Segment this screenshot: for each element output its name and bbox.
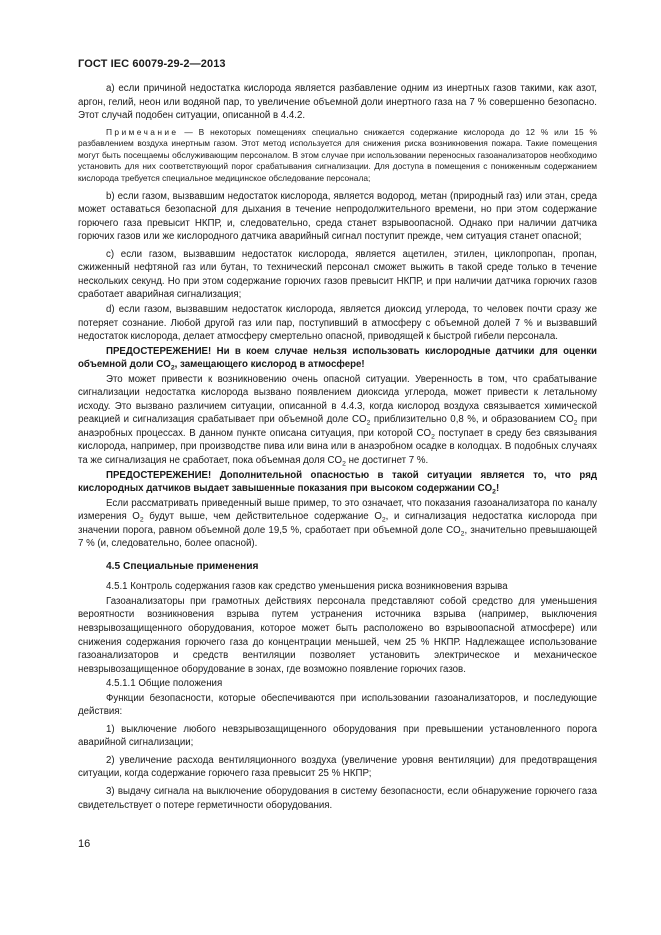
text-run: , значительно превышающей 7 % (и, следовательно, более опасной).	[78, 524, 597, 550]
example-paragraph	[78, 497, 597, 551]
text-run: Если рассматривать приведенный выше пример, то это означает, что показания газоанализатора по каналу измерения O	[78, 497, 597, 523]
text-run: при анаэробных процессах. В данном пункте описана ситуация, при которой CO	[78, 414, 597, 439]
list-item-1: 1) выключение любого невзрывозащищенного оборудования при превышении установленного порога аварийной сигнализации;	[78, 723, 597, 749]
item-c: c) если газом, вызвавшим недостаток кислорода, является ацетилен, этилен, циклопропан, пропан, сжиженный нефтяной газ или бутан, то технический персонал сможет выжить в такой среде только в течение нескольких секунд. Но при этом содержание горючих газов превысит НКПР, и при наличии датчика горючих газов сработает аварийная сигнализация;	[78, 248, 597, 301]
subsubsection-title: 4.5.1.1 Общие положения	[106, 678, 223, 690]
list-item-2: 2) увеличение расхода вентиляционного воздуха (увеличение уровня вентиляции) для предотвращения ситуации, когда содержание горючего газа превысит 25 % НКПР;	[78, 754, 597, 780]
warning-2-text: ПРЕДОСТЕРЕЖЕНИЕ! Дополнительной опасностью в такой ситуации является то, что ряд кислородных датчиков выдает завышенные показания при высоком содержании CO	[78, 469, 597, 495]
subscript: 2	[342, 460, 346, 468]
item-d: d) если газом, вызвавшим недостаток кислорода, является диоксид углерода, то человек почти сразу же потеряет сознание. Любой другой газ или пар, поступивший в атмосферу с объемной долей 7 % и вызвавший недостаток кислорода, делает атмосферу смертельно опасной, приводящей к быстрой гибели персонала.	[78, 303, 597, 343]
warning-1-text: ПРЕДОСТЕРЕЖЕНИЕ! Ни в коем случае нельзя использовать кислородные датчики для оценки объемной доли CO	[78, 345, 597, 371]
subscript: 2	[431, 433, 435, 441]
warning-1-tail: , замещающего кислород в атмосфере!	[174, 359, 365, 371]
subsubsection-text: Функции безопасности, которые обеспечиваются при использовании газоанализаторов, и последующие действия:	[78, 692, 597, 718]
subscript: 2	[139, 516, 144, 524]
warning-1	[78, 345, 597, 372]
note-paragraph	[78, 127, 597, 185]
list-item-3: 3) выдачу сигнала на выключение оборудования в систему безопасности, если обнаружение горючего газа свидетельствует о потере герметичности оборудования.	[78, 786, 597, 811]
text-run: , и сигнализация недостатка кислорода при значении порога, равном объемной доле 19,5 %, сработает при объемной доле CO	[78, 511, 597, 536]
text-run: Это может привести к возникновению очень опасной ситуации. Уверенность в том, что срабатывание сигнализации недостатка кислорода вызвано появлением диоксида углерода, может привести к летальному исходу. Это вызвано различием ситуации, описанной в 4.4.3, когда кислород воздуха связывается химической реакцией и сигнализация срабатывает при объемной доле CO	[78, 373, 597, 426]
item-a: а) если причиной недостатка кислорода является разбавление одним из инертных газов такими, как азот, аргон, гелий, неон или водяной пар, то увеличение объемной доли инертного газа на 7 % совершенно безопасно. Этот случай подобен ситуации, описанной в 4.4.2.	[78, 83, 597, 122]
page-number: 16	[78, 838, 91, 850]
subscript: 2	[460, 530, 465, 538]
subscript: 2	[381, 516, 386, 524]
note-text: — В некоторых помещениях специально снижается содержание кислорода до 12 % или 15 % разбавлением воздуха инертным газом. Этот метод используется для снижения риска возникновения пожара. Такие помещения могут быть посещаемы обслуживающим персоналом. В этом случае при использовании переносных газоанализаторов необходимо установить для них соответствующий порог срабатывания сигнализации. Для доступа в помещения с пониженным содержанием кислорода требуется специальное медицинское обследование персонала;	[78, 126, 597, 184]
explanation-paragraph	[78, 373, 597, 468]
section-heading: 4.5 Специальные применения	[106, 560, 259, 572]
warning-2	[78, 469, 597, 496]
page-content	[78, 82, 597, 816]
item-b: b) если газом, вызвавшим недостаток кислорода, является водород, метан (природный газ) или этан, среда может оставаться безопасной для дыхания в течение непродолжительного времени, но при этом содержание горючего газа превысит НКПР, и, следовательно, среда станет взрывоопасной. Однако при наличии датчика горючих газов или же кислородного датчика аварийный сигнал поступит прежде, чем ситуация станет опасной;	[78, 190, 597, 243]
text-run: не достигнет 7 %.	[345, 455, 429, 466]
text-run: будут выше, чем действительное содержание O	[143, 511, 382, 523]
subscript: 2	[170, 364, 175, 372]
warning-2-tail: !	[495, 483, 500, 495]
subscript: 2	[573, 419, 578, 427]
subscript: 2	[366, 419, 371, 427]
text-run: приблизительно 0,8 %, и образованием CO	[370, 414, 574, 426]
subscript: 2	[492, 488, 496, 496]
subsection-text: Газоанализаторы при грамотных действиях персонала представляют собой средство для уменьшения вероятности возникновения взрыва путем устранения источника взрыва (например, выключения невзрывозащищенного оборудования, которое может быть расположено во взрывоопасной атмосфере) или снижения содержания горючего газа до концентрации меньшей, чем 25 % НКПР. Надлежащее использование газоанализаторов и средств вентиляции позволяет установить электрическое и механическое невзрывозащищенное оборудование в зонах, где возможно появление горючих газов.	[78, 595, 597, 675]
document-header: ГОСТ IEC 60079-29-2—2013	[78, 58, 226, 70]
subsection-title: 4.5.1 Контроль содержания газов как средство уменьшения риска возникновения взрыва	[106, 581, 508, 593]
text-run: поступает в среду без связывания кислорода, например, при производстве пива или вина или в анаэробном осадке в колодцах. В подобных случаях та же сигнализация не сработает, пока объемная доля CO	[78, 427, 597, 466]
note-label: Примечание	[106, 126, 179, 137]
